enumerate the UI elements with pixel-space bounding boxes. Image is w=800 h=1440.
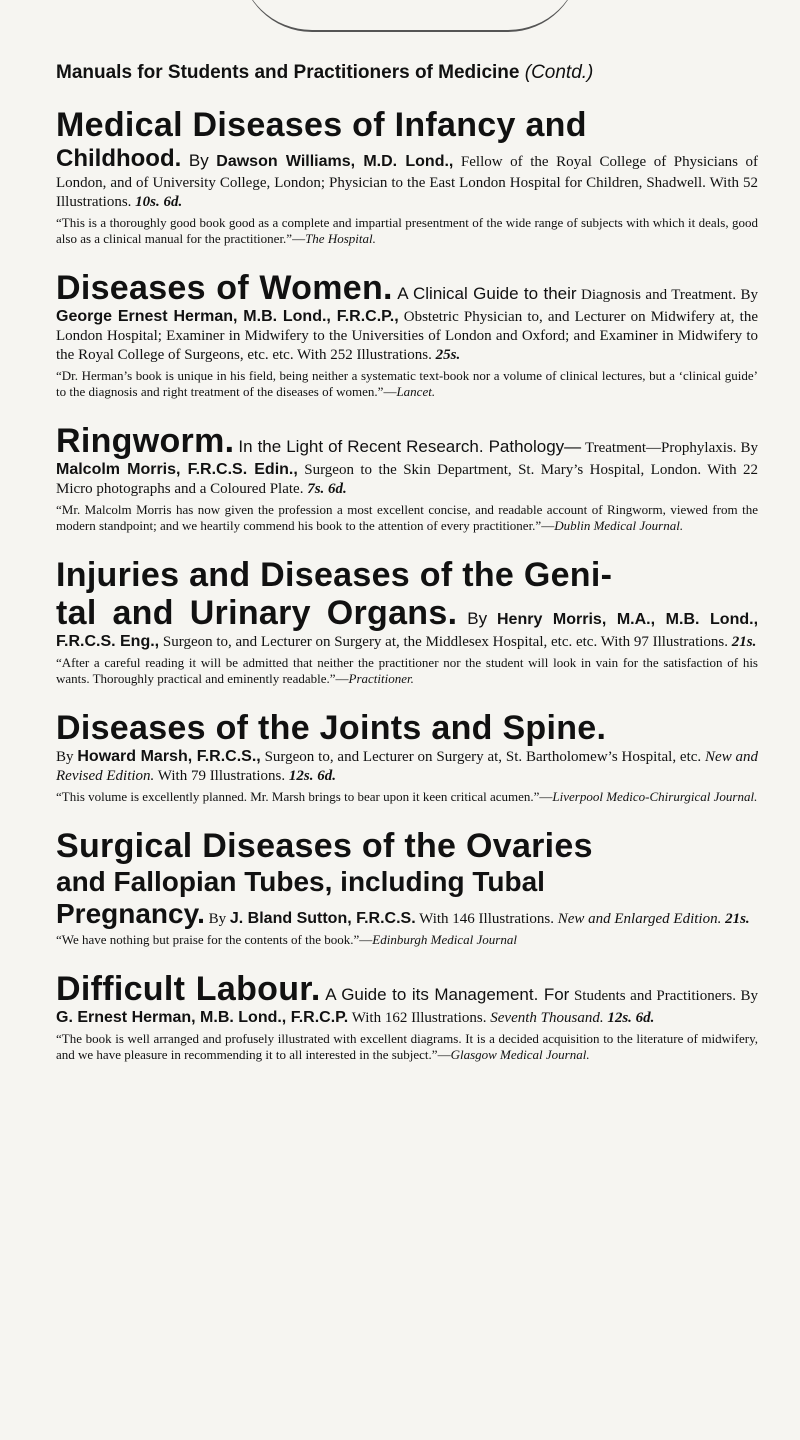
quote-text: “We have nothing but praise for the contents of the book.”— [56, 932, 373, 947]
by-label: By [467, 609, 488, 628]
book-subtitle: A Guide to its Management. For [325, 985, 570, 1004]
book-price: 7s. 6d. [307, 481, 347, 497]
book-title-cont: and Fallopian Tubes, including Tubal [56, 866, 545, 897]
book-title: Diseases of Women. [56, 269, 393, 307]
book-title-cont: tal and Urinary Organs. [56, 594, 458, 632]
quote-source: Dublin Medical Journal. [554, 518, 684, 533]
page-header [56, 62, 758, 84]
header-contd: (Contd.) [524, 62, 594, 83]
book-description: Fellow of the Royal College of Physicians of London, and of University College, London; Physician to the East London Hospital for Children, Shadwell. With 52 Illustrations. [56, 154, 758, 210]
book-edition: New and Enlarged Edition. [557, 911, 722, 927]
book-entry-ringworm [56, 422, 758, 534]
book-illustrations: With 79 Illustrations. [157, 768, 286, 784]
book-illustrations: With 162 Illustrations. [351, 1010, 487, 1026]
quote-text: “Dr. Herman’s book is unique in his field, being neither a systematic text-book nor a volume of clinical lectures, but a ‘clinical guide’ to the diagnosis and right treatment of the diseases of women.”— [56, 368, 758, 399]
review-quote [56, 368, 758, 400]
book-subtitle: In the Light of Recent Research. Pathology— [238, 437, 582, 456]
quote-source: Liverpool Medico-Chirurgical Journal. [552, 789, 758, 804]
book-description-cont: Obstetric Physician to, and Lecturer on Midwifery at, the London Hospital; Examiner in Midwifery to the Universities of London and Oxford; and Examiner in Midwifery to the Royal College of Surgeons, etc. etc. With 252 Illustrations. [56, 309, 758, 363]
book-description: Surgeon to, and Lecturer on Surgery at, St. Bartholomew’s Hospital, etc. [264, 749, 702, 765]
book-title: Ringworm. [56, 422, 235, 460]
quote-source: Lancet. [396, 384, 436, 399]
quote-source: The Hospital. [305, 231, 376, 246]
book-author: Dawson Williams, M.D. Lond., [216, 153, 454, 170]
book-description: Students and Practitioners. By [573, 988, 759, 1004]
book-title-cont: Childhood. [56, 145, 182, 172]
by-label: By [56, 749, 74, 765]
header-title: Manuals for Students and Practitioners of Medicine [56, 62, 520, 83]
book-author: Howard Marsh, F.R.C.S., [77, 748, 261, 765]
review-quote [56, 789, 758, 805]
by-label: By [188, 151, 209, 170]
book-edition: New and Revised Edition. [56, 749, 759, 784]
quote-text: “After a careful reading it will be admitted that neither the practitioner nor the student will look in vain for the satisfaction of his wants. Thoroughly practical and eminently readable.”— [56, 655, 758, 686]
review-quote [56, 502, 758, 534]
book-description-cont: Surgeon to the Skin Department, St. Mary’s Hospital, London. With 22 Micro photographs and a Coloured Plate. [56, 462, 759, 497]
book-title: Difficult Labour. [56, 970, 321, 1008]
book-subtitle: A Clinical Guide to their [397, 284, 577, 303]
book-title: Surgical Diseases of the Ovaries [56, 827, 593, 865]
book-entry-genital-urinary [56, 556, 758, 687]
book-description: Surgeon to, and Lecturer on Surgery at, the Middlesex Hospital, etc. etc. With 97 Illustrations. [162, 634, 728, 650]
quote-text: “This is a thoroughly good book good as a complete and impartial presentment of the wide range of subjects with which it deals, good also as a clinical manual for the practitioner.”— [56, 215, 758, 246]
book-edition: Seventh Thousand. [490, 1010, 604, 1026]
quote-text: “This volume is excellently planned. Mr. Marsh brings to bear upon it keen critical acumen.”— [56, 789, 553, 804]
book-price: 21s. [731, 634, 757, 650]
book-price: 25s. [435, 347, 461, 363]
book-description: Treatment—Prophylaxis. By [584, 440, 759, 456]
book-price: 10s. 6d. [135, 194, 183, 210]
book-entry-ovaries [56, 827, 758, 948]
book-entry-infancy [56, 106, 758, 247]
book-price: 12s. 6d. [288, 768, 336, 784]
book-author: J. Bland Sutton, F.R.C.S. [229, 910, 416, 927]
book-author: Henry Morris, M.A., M.B. Lond., F.R.C.S. Eng., [56, 611, 759, 650]
book-title: Injuries and Diseases of the Geni- [56, 556, 613, 594]
review-quote [56, 1031, 758, 1063]
book-author: Malcolm Morris, F.R.C.S. Edin., [56, 461, 298, 478]
book-description: Diagnosis and Treatment. By [581, 287, 759, 303]
quote-source: Glasgow Medical Journal. [450, 1047, 590, 1062]
book-price: 21s. [725, 911, 750, 927]
quote-source: Practitioner. [348, 671, 414, 686]
quote-text: “The book is well arranged and profusely illustrated with excellent diagrams. It is a decided acquisition to the literature of midwifery, and we have pleasure in recommending it to all interested in the subject.”— [56, 1031, 758, 1062]
book-title: Medical Diseases of Infancy and [56, 106, 587, 144]
book-entry-women [56, 269, 758, 400]
book-title-cont2: Pregnancy. [56, 898, 205, 929]
book-author: George Ernest Herman, M.B. Lond., F.R.C.P., [56, 308, 399, 325]
page-edge-curve [240, 0, 580, 32]
book-author: G. Ernest Herman, M.B. Lond., F.R.C.P. [56, 1009, 349, 1026]
book-entry-joints-spine [56, 709, 758, 805]
book-entry-difficult-labour [56, 970, 758, 1063]
book-description: With 146 Illustrations. [419, 911, 554, 927]
quote-source: Edinburgh Medical Journal [372, 932, 517, 947]
book-price: 12s. 6d. [607, 1010, 655, 1026]
book-title: Diseases of the Joints and Spine. [56, 709, 607, 747]
by-label: By [208, 911, 227, 927]
catalogue-page [56, 62, 758, 1085]
review-quote [56, 655, 758, 687]
quote-text: “Mr. Malcolm Morris has now given the profession a most excellent concise, and readable account of Ringworm, viewed from the modern standpoint; and we heartily commend his book to the attention of every practitioner.”— [56, 502, 758, 533]
review-quote [56, 215, 758, 247]
review-quote [56, 932, 758, 948]
